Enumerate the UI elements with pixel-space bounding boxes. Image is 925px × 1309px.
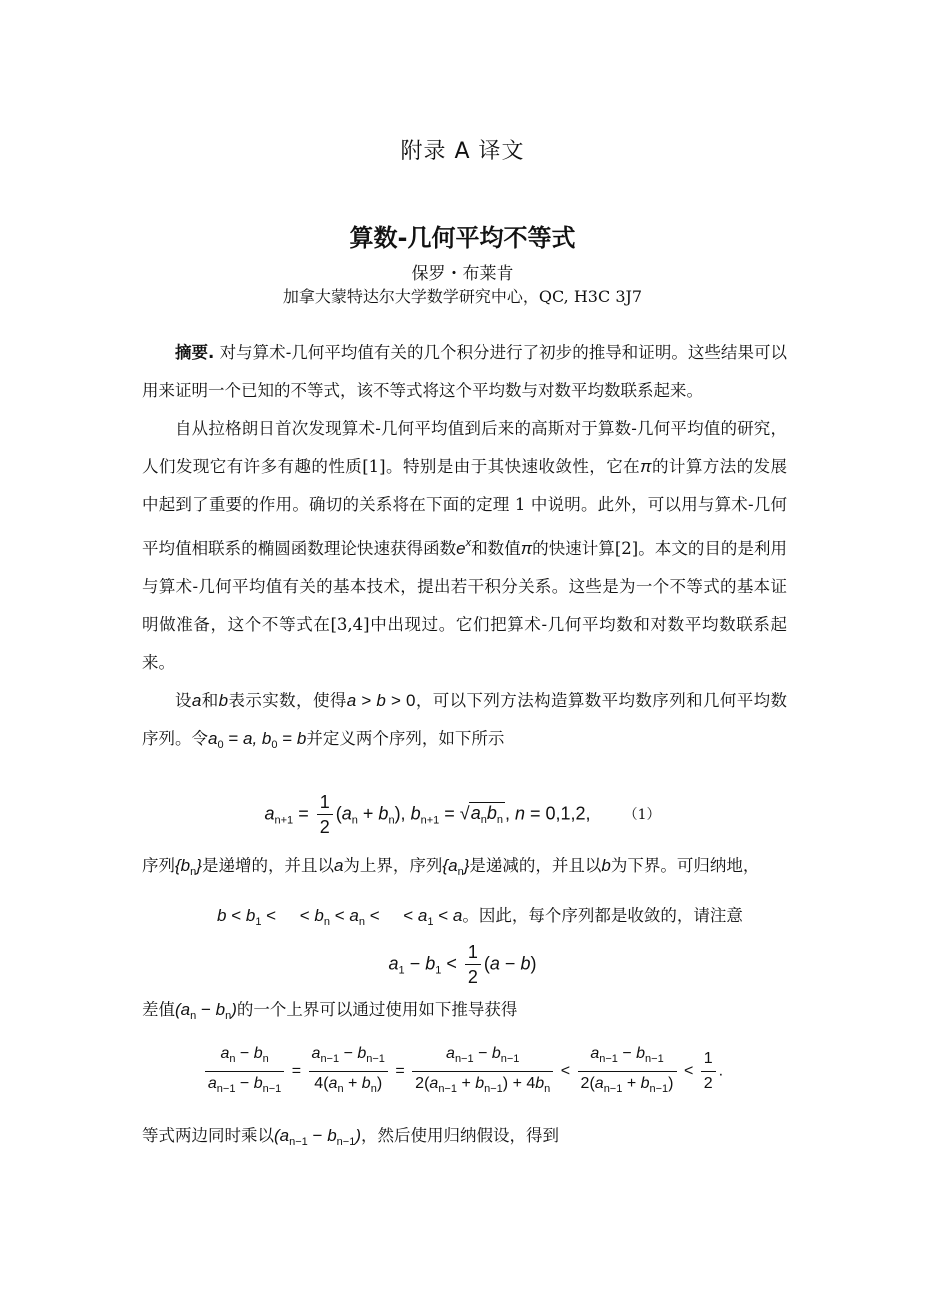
abstract-label: 摘要.	[175, 343, 215, 362]
seq-bn: $\{b_n\}$	[175, 856, 202, 878]
chain-inequality: $b < b_1$ < < $b_n < a_n$ < < $a_1 < a$	[217, 906, 463, 928]
var-b: b	[601, 856, 611, 875]
difference-line	[142, 996, 787, 1022]
affiliation: 加拿大蒙特达尔大学数学研究中心，QC, H3C 3J7	[282, 287, 643, 306]
setup-text-1: 设	[175, 691, 192, 710]
var-b: b	[218, 691, 229, 710]
induction-line	[142, 1122, 787, 1148]
seq-text-6: 。因此，每个序列都是收敛的，请注意	[462, 906, 743, 925]
seq-text-1: 序列	[142, 856, 175, 875]
intro-text-1: 自从拉格朗日首次发现算术-几何平均值到后来的高斯对于算数-几何平均值的研究，人们发现它有许多有趣的性质[1]。特别是由于其快速收敛性，它在	[142, 419, 787, 476]
intro-text-2: 的计算方法的发展中起到了重要的作用。确切的关系将在下面的定理 1 中说明。此外，可以用与算术-几何平均值相联系的椭圆函数理论快速获得函数	[142, 457, 788, 558]
difference-an-bn: $(a_n - b_n)$	[175, 1000, 237, 1022]
body-text	[142, 334, 787, 764]
seq-text-2: 是递增的，并且以	[201, 856, 334, 875]
pi-symbol: π	[640, 457, 652, 476]
intro-text-3: 和数值	[471, 539, 521, 558]
intro-paragraph	[142, 410, 787, 682]
setup-text-3: 表示实数，使得	[228, 691, 347, 710]
author: 保罗・布莱肯	[411, 264, 514, 284]
diff-text-1: 差值	[142, 1000, 175, 1019]
seq-text-5: 为下界。可归纳地，	[610, 856, 760, 875]
initial-values: $a_0 = a$, $b_0 = b$	[208, 729, 307, 751]
diff-text-2: 的一个上界可以通过使用如下推导获得	[236, 1000, 518, 1019]
exp-function: $e^x$	[456, 537, 472, 558]
sequence-line-2	[142, 902, 787, 928]
equation-derivation: $\frac{a_n - b_n}{a_{n-1} - b_{n-1}}$ = $\frac{a_{n-1} - b_{n-1}}{4(a_n + b_n)}$ = $\frac{a_{n-1} - b_{n-1}}{2(a_{n-1} + b_{n-1}) + 4b_n}$ < $\frac{a_{n-1} - b_{n-1}}{2(a_{n-1} + b_{n-1})}$ < $\frac{1}{2}$ .	[0, 1044, 925, 1099]
var-a: a	[333, 856, 344, 875]
abstract-text: 对与算术-几何平均值有关的几个积分进行了初步的推导和证明。这些结果可以用来证明一个已知的不等式，该不等式将这个平均数与对数平均数联系起来。	[142, 343, 787, 400]
inequality-a-b-0: a > b > 0	[346, 691, 416, 710]
appendix-heading: 附录 A 译文	[400, 139, 525, 164]
seq-text-3: 为上界，序列	[343, 856, 443, 875]
equation-first-bound: $a_1 - b_1$ < $\frac{1}{2}$ (a − b)	[388, 942, 537, 987]
paper-title: 算数-几何平均不等式	[349, 224, 576, 252]
setup-paragraph	[142, 682, 787, 764]
induction-text-1: 等式两边同时乘以	[142, 1126, 274, 1145]
equation-1-number: （1）	[623, 807, 661, 824]
equation-1: $a_{n+1}$ = $\frac{1}{2}$ $(a_n + b_n)$, $b_{n+1} = √a_nb_n$ , n = 0,1,2, （1）	[264, 792, 661, 837]
intro-text-4: 的快速计算[2]。本文的目的是利用与算术-几何平均值有关的基本技术，提出若干积分关系。这些是为一个不等式的基本证明做准备，这个不等式在[3,4]中出现过。它们把算术-几何平均数和对数平均数联系起来。	[142, 539, 788, 672]
sequence-line-1	[142, 852, 787, 878]
induction-text-2: ，然后使用归纳假设，得到	[361, 1126, 559, 1145]
setup-text-4: ，可以下列方法构造算数平均数序列和几何平均数序列。令	[142, 691, 788, 748]
seq-an: $\{a_n\}$	[442, 856, 470, 878]
pi-symbol: π	[520, 539, 533, 558]
setup-text-2: 和	[201, 691, 219, 710]
difference-prev: $(a_{n-1} - b_{n-1})$	[274, 1126, 361, 1148]
var-a: a	[191, 691, 202, 710]
seq-text-4: 是递减的，并且以	[469, 856, 602, 875]
abstract-paragraph	[142, 334, 787, 410]
setup-text-5: 并定义两个序列，如下所示	[306, 729, 505, 748]
